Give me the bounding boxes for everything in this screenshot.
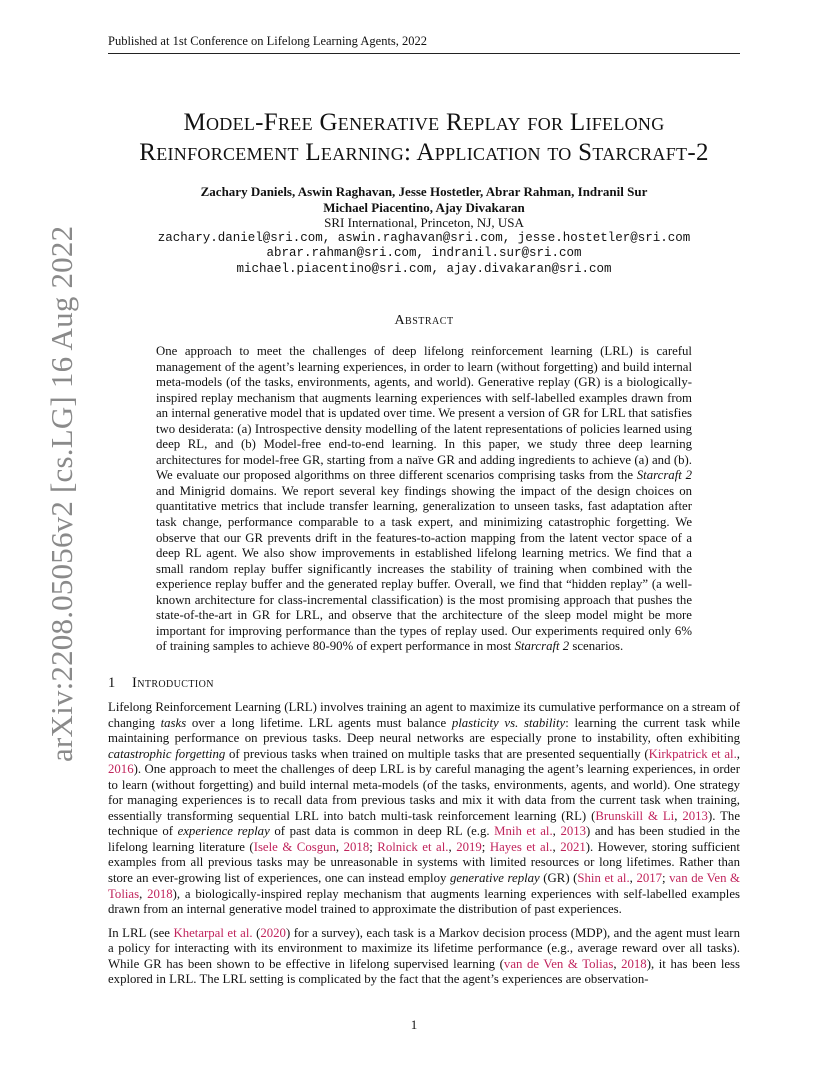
citation-link[interactable]: 2013 bbox=[560, 824, 587, 839]
title-line-1: Model-Free Generative Replay for Lifelong bbox=[183, 109, 665, 136]
citation-link[interactable]: 2016 bbox=[108, 762, 134, 777]
author-block bbox=[100, 184, 748, 277]
header-rule bbox=[108, 53, 740, 54]
citation-link[interactable]: 2013 bbox=[682, 808, 708, 823]
citation-link[interactable]: Rolnick et al. bbox=[377, 839, 449, 854]
citation-link[interactable]: 2021 bbox=[560, 839, 586, 854]
paragraph-2: In LRL (see Khetarpal et al. (2020) for a survey), each task is a Markov decision process (MDP), and the agent must learn a policy for interacting with its environment to maximize its lifetime performance (e.g., average reward over all tasks). While GR has been shown to be effective in lifelong supervised learning (van de Ven & Tolias, 2018), it has been less explored in LRL. The LRL setting is complicated by the fact that the agent’s experiences are observation- bbox=[108, 925, 741, 987]
citation-link[interactable]: 2019 bbox=[456, 839, 482, 854]
affiliation: SRI International, Princeton, NJ, USA bbox=[324, 215, 524, 230]
author-names-line-2: Michael Piacentino, Ajay Divakaran bbox=[323, 199, 525, 215]
section-number: 1 bbox=[108, 675, 116, 691]
page-number: 1 bbox=[410, 1017, 418, 1032]
abstract-heading: Abstract bbox=[394, 313, 454, 328]
citation-link[interactable]: Brunskill & Li bbox=[595, 808, 675, 823]
citation-link[interactable]: van de Ven & Tolias bbox=[108, 871, 741, 901]
citation-link[interactable]: Shin et al. bbox=[577, 871, 630, 886]
section-heading-introduction bbox=[108, 675, 214, 692]
running-header: Published at 1st Conference on Lifelong Learning Agents, 2022 bbox=[108, 34, 428, 48]
citation-link[interactable]: 2018 bbox=[147, 886, 173, 901]
body-text bbox=[108, 700, 740, 996]
section-title: Introduction bbox=[132, 675, 214, 691]
arxiv-stamp: arXiv:2208.05056v2 [cs.LG] 16 Aug 2022 bbox=[44, 225, 79, 762]
emails-line-2: abrar.rahman@sri.com, indranil.sur@sri.com bbox=[266, 246, 582, 260]
citation-link[interactable]: 2020 bbox=[260, 925, 286, 940]
title-line-2: Reinforcement Learning: Application to Starcraft-2 bbox=[139, 139, 709, 166]
citation-link[interactable]: Hayes et al. bbox=[489, 839, 553, 854]
citation-link[interactable]: Mnih et al. bbox=[494, 824, 553, 839]
citation-link[interactable]: Khetarpal et al. bbox=[173, 925, 253, 940]
citation-link[interactable]: 2018 bbox=[343, 839, 370, 854]
paragraph-1: Lifelong Reinforcement Learning (LRL) involves training an agent to maximize its cumulative performance on a stream of changing tasks over a long lifetime. LRL agents must balance plasticity vs. stability: learning the current task while maintaining performance on previous tasks. Deep neural networks are especially prone to instability, often exhibiting catastrophic forgetting of previous tasks when trained on multiple tasks that are presented sequentially (Kirkpatrick et al., 2016). One approach to meet the challenges of deep LRL is by careful managing the agent’s learning experiences, in order to learn (without forgetting) and build internal meta-models (of the tasks, environments, agents, and world). One strategy for managing experiences is to recall data from previous tasks and mix it with data from the current task when training, essentially transforming sequential LRL into batch multi-task reinforcement learning (RL) (Brunskill & Li, 2013). The technique of experience replay of past data is common in deep RL (e.g. Mnih et al., 2013) and has been studied in the lifelong learning literature (Isele & Cosgun, 2018; Rolnick et al., 2019; Hayes et al., 2021). However, storing sufficient examples from all previous tasks may be unreasonable in systems with limited resources or long lifetimes. Rather than store an ever-growing list of experiences, one can instead employ generative replay (GR) (Shin et al., 2017; van de Ven & Tolias, 2018), a biologically-inspired replay mechanism that augments learning experiences with self-labelled examples drawn from an internal generative model trained to approximate the distribution of past experiences. bbox=[108, 700, 741, 917]
emails-line-1: zachary.daniel@sri.com, aswin.raghavan@sri.com, jesse.hostetler@sri.com bbox=[157, 230, 691, 245]
paper-title bbox=[100, 108, 748, 168]
citation-link[interactable]: Isele & Cosgun bbox=[253, 839, 336, 854]
abstract-text: One approach to meet the challenges of deep lifelong reinforcement learning (LRL) is careful management of the agent’s learning experiences, in order to learn (without forgetting) and build internal meta-models (of the tasks, environments, agents, and world). Generative replay (GR) is a biologically-inspired replay mechanism that augments learning experiences with self-labelled examples drawn from an internal generative model that is updated over time. We present a version of GR for LRL that satisfies two desiderata: (a) Introspective density modelling of the latent representations of policies learned using deep RL, and (b) Model-free end-to-end learning. In this paper, we study three deep learning architectures for model-free GR, starting from a naïve GR and adding ingredients to achieve (a) and (b). We evaluate our proposed algorithms on three different scenarios comprising tasks from the Starcraft 2 and Minigrid domains. We report several key findings showing the impact of the design choices on quantitative metrics that include transfer learning, generalization to unseen tasks, fast adaptation after task change, performance comparable to a task expert, and minimizing catastrophic forgetting. We observe that our GR prevents drift in the features-to-action mapping from the latent vector space of a deep RL agent. We also show improvements in established lifelong learning metrics. We find that a small random replay buffer significantly increases the stability of training when combined with the experience replay buffer and the generated replay buffer. Overall, we find that “hidden replay” (a well-known architecture for class-incremental classification) is the most promising approach that pushes the state-of-the-art in GR for LRL, and observe that the architecture of the sleep model might be more important for improving performance than the types of replay used. Our experiments required only 6% of training samples to achieve 80-90% of expert performance in most Starcraft 2 scenarios. bbox=[156, 344, 692, 654]
emails-line-3: michael.piacentino@sri.com, ajay.divakaran@sri.com bbox=[236, 261, 612, 276]
citation-link[interactable]: Kirkpatrick et al. bbox=[648, 746, 737, 761]
citation-link[interactable]: 2018 bbox=[621, 956, 647, 971]
citation-link[interactable]: 2017 bbox=[636, 871, 663, 886]
author-names-line-1: Zachary Daniels, Aswin Raghavan, Jesse Hostetler, Abrar Rahman, Indranil Sur bbox=[200, 184, 648, 199]
citation-link[interactable]: van de Ven & Tolias bbox=[503, 956, 614, 971]
